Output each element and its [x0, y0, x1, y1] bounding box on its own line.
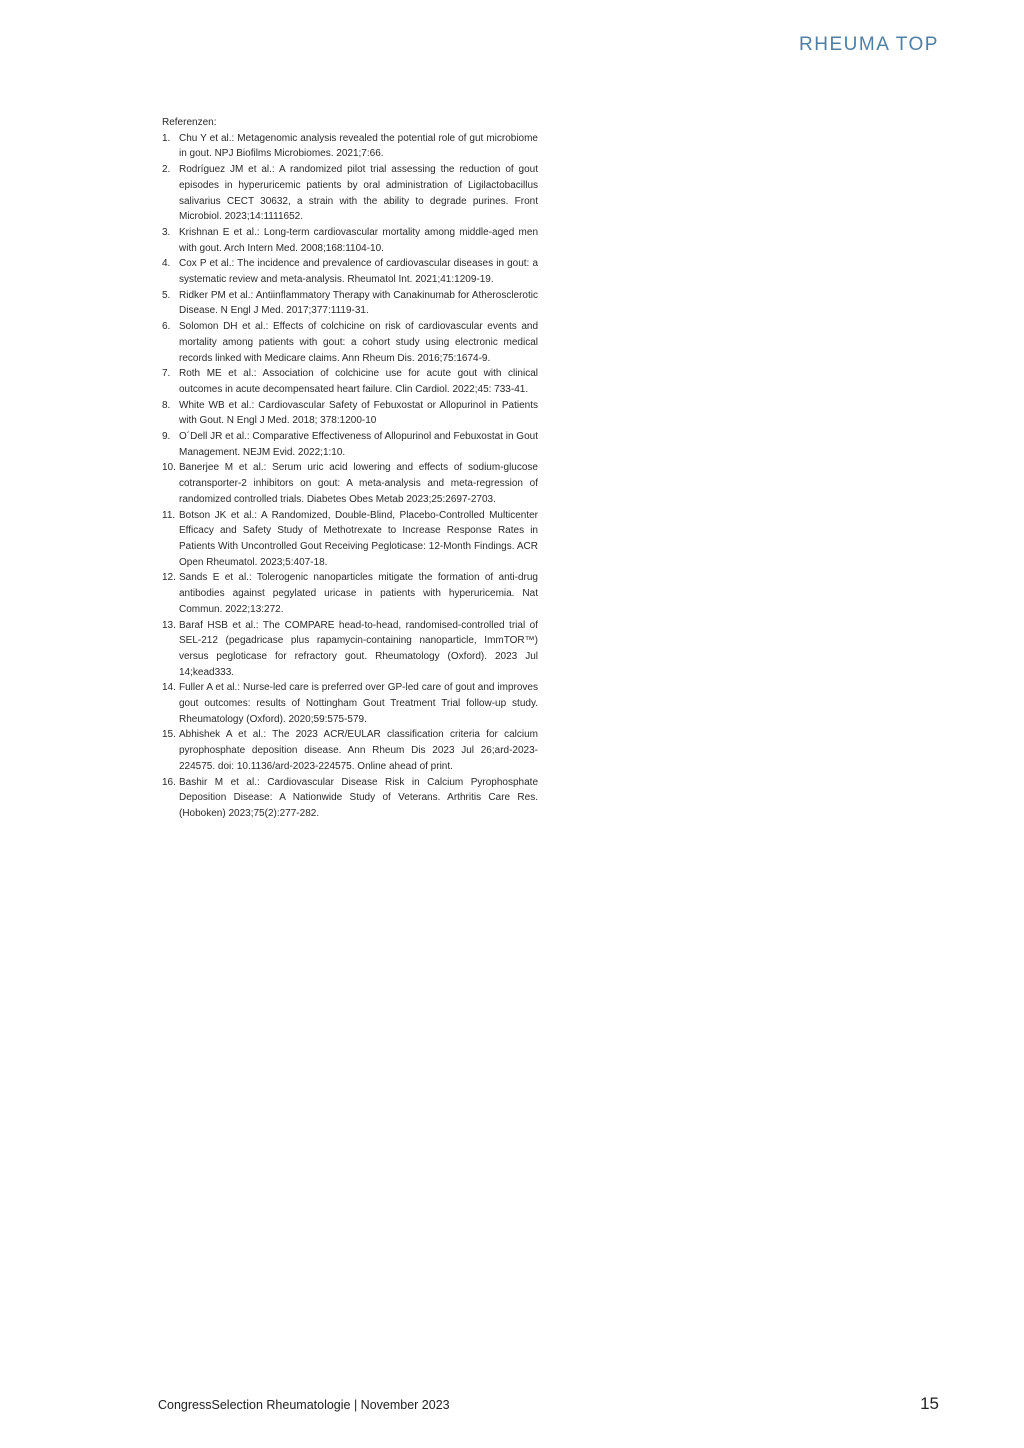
reference-number: 9. [162, 431, 171, 443]
reference-number: 16. [162, 776, 176, 788]
reference-item [162, 727, 538, 774]
reference-item [162, 366, 538, 397]
reference-number: 7. [162, 368, 171, 380]
reference-number: 4. [162, 258, 171, 270]
reference-item [162, 256, 538, 287]
reference-text: Chu Y et al.: Metagenomic analysis revealed the potential role of gut microbiome in gout. NPJ Biofilms Microbiomes. 2021;7:66. [179, 132, 538, 160]
reference-item [162, 162, 538, 225]
reference-item [162, 680, 538, 727]
reference-text: Fuller A et al.: Nurse-led care is preferred over GP-led care of gout and improves gout outcomes: results of Nottingham Gout Treatment Trial follow-up study. Rheumatology (Oxford). 2020;59:575-579. [179, 682, 538, 725]
reference-text: Ridker PM et al.: Antiinflammatory Therapy with Canakinumab for Atherosclerotic Disease. N Engl J Med. 2017;377:1119-31. [179, 289, 538, 317]
reference-text: Banerjee M et al.: Serum uric acid lowering and effects of sodium-glucose cotransporter-2 inhibitors on gout: A meta-analysis and meta-regression of randomized controlled trials. Diabetes Obes Metab 2023;25:2697-2703. [179, 462, 538, 505]
reference-text: Baraf HSB et al.: The COMPARE head-to-head, randomised-controlled trial of SEL-212 (pegadricase plus rapamycin-containing nanoparticle, ImmTOR™) versus pegloticase for refractory gout. Rheumatology (Oxford). 2023 Jul 14;kead333. [179, 619, 538, 678]
reference-item [162, 225, 538, 256]
reference-item [162, 508, 538, 571]
reference-text: White WB et al.: Cardiovascular Safety of Febuxostat or Allopurinol in Patients with Gout. N Engl J Med. 2018; 378:1200-10 [179, 399, 538, 427]
reference-text: Solomon DH et al.: Effects of colchicine on risk of cardiovascular events and mortality among patients with gout: a cohort study using electronic medical records linked with Medicare claims. Ann Rheum Dis. 2016;75:1674-9. [179, 321, 538, 364]
reference-text: Krishnan E et al.: Long-term cardiovascular mortality among middle-aged men with gout. Arch Intern Med. 2008;168:1104-10. [179, 226, 538, 254]
reference-text: Botson JK et al.: A Randomized, Double-Blind, Placebo-Controlled Multicenter Efficacy and Safety Study of Methotrexate to Increase Response Rates in Patients With Uncontrolled Gout Receiving Pegloticase: 12-Month Findings. ACR Open Rheumatol. 2023;5:407-18. [179, 509, 538, 568]
reference-number: 2. [162, 164, 171, 176]
reference-number: 8. [162, 399, 171, 411]
references-section [162, 115, 538, 822]
reference-number: 1. [162, 132, 171, 144]
reference-number: 6. [162, 321, 171, 333]
reference-number: 10. [162, 462, 176, 474]
reference-number: 15. [162, 729, 176, 741]
reference-item [162, 288, 538, 319]
reference-text: O´Dell JR et al.: Comparative Effectiveness of Allopurinol and Febuxostat in Gout Management. NEJM Evid. 2022;1:10. [179, 431, 538, 458]
reference-text: Bashir M et al.: Cardiovascular Disease Risk in Calcium Pyrophosphate Deposition Disease: A Nationwide Study of Veterans. Arthritis Care Res. (Hoboken) 2023;75(2):277-282. [179, 776, 538, 819]
reference-number: 5. [162, 289, 171, 301]
reference-text: Roth ME et al.: Association of colchicine use for acute gout with clinical outcomes in acute decompensated heart failure. Clin Cardiol. 2022;45: 733-41. [179, 368, 538, 395]
brand-title: RHEUMA TOP [799, 34, 939, 55]
reference-text: Rodríguez JM et al.: A randomized pilot trial assessing the reduction of gout episodes in hyperuricemic patients by oral administration of Ligilactobacillus salivarius CECT 30632, a strain with the ability to degrade purines. Front Microbiol. 2023;14:1111652. [179, 164, 538, 223]
reference-item [162, 775, 538, 822]
reference-item [162, 570, 538, 617]
reference-number: 14. [162, 682, 176, 694]
reference-item [162, 398, 538, 429]
reference-item [162, 319, 538, 366]
reference-item [162, 429, 538, 460]
reference-item [162, 131, 538, 162]
footer-publication: CongressSelection Rheumatologie | November 2023 [158, 1398, 450, 1412]
reference-text: Abhishek A et al.: The 2023 ACR/EULAR classification criteria for calcium pyrophosphate deposition disease. Ann Rheum Dis 2023 Jul 26;ard-2023-224575. doi: 10.1136/ard-2023-224575. Online ahead of print. [179, 729, 538, 772]
reference-number: 12. [162, 572, 176, 584]
reference-number: 11. [162, 509, 176, 521]
reference-item [162, 618, 538, 681]
reference-number: 3. [162, 226, 171, 238]
reference-list [162, 131, 538, 822]
references-heading: Referenzen: [162, 117, 217, 128]
reference-text: Sands E et al.: Tolerogenic nanoparticles mitigate the formation of anti-drug antibodies against pegylated uricase in patients with hyperuricemia. Nat Commun. 2022;13:272. [179, 572, 538, 615]
reference-text: Cox P et al.: The incidence and prevalence of cardiovascular diseases in gout: a systematic review and meta-analysis. Rheumatol Int. 2021;41:1209-19. [179, 258, 538, 286]
reference-item [162, 460, 538, 507]
reference-number: 13. [162, 619, 176, 631]
page-number: 15 [920, 1394, 939, 1413]
